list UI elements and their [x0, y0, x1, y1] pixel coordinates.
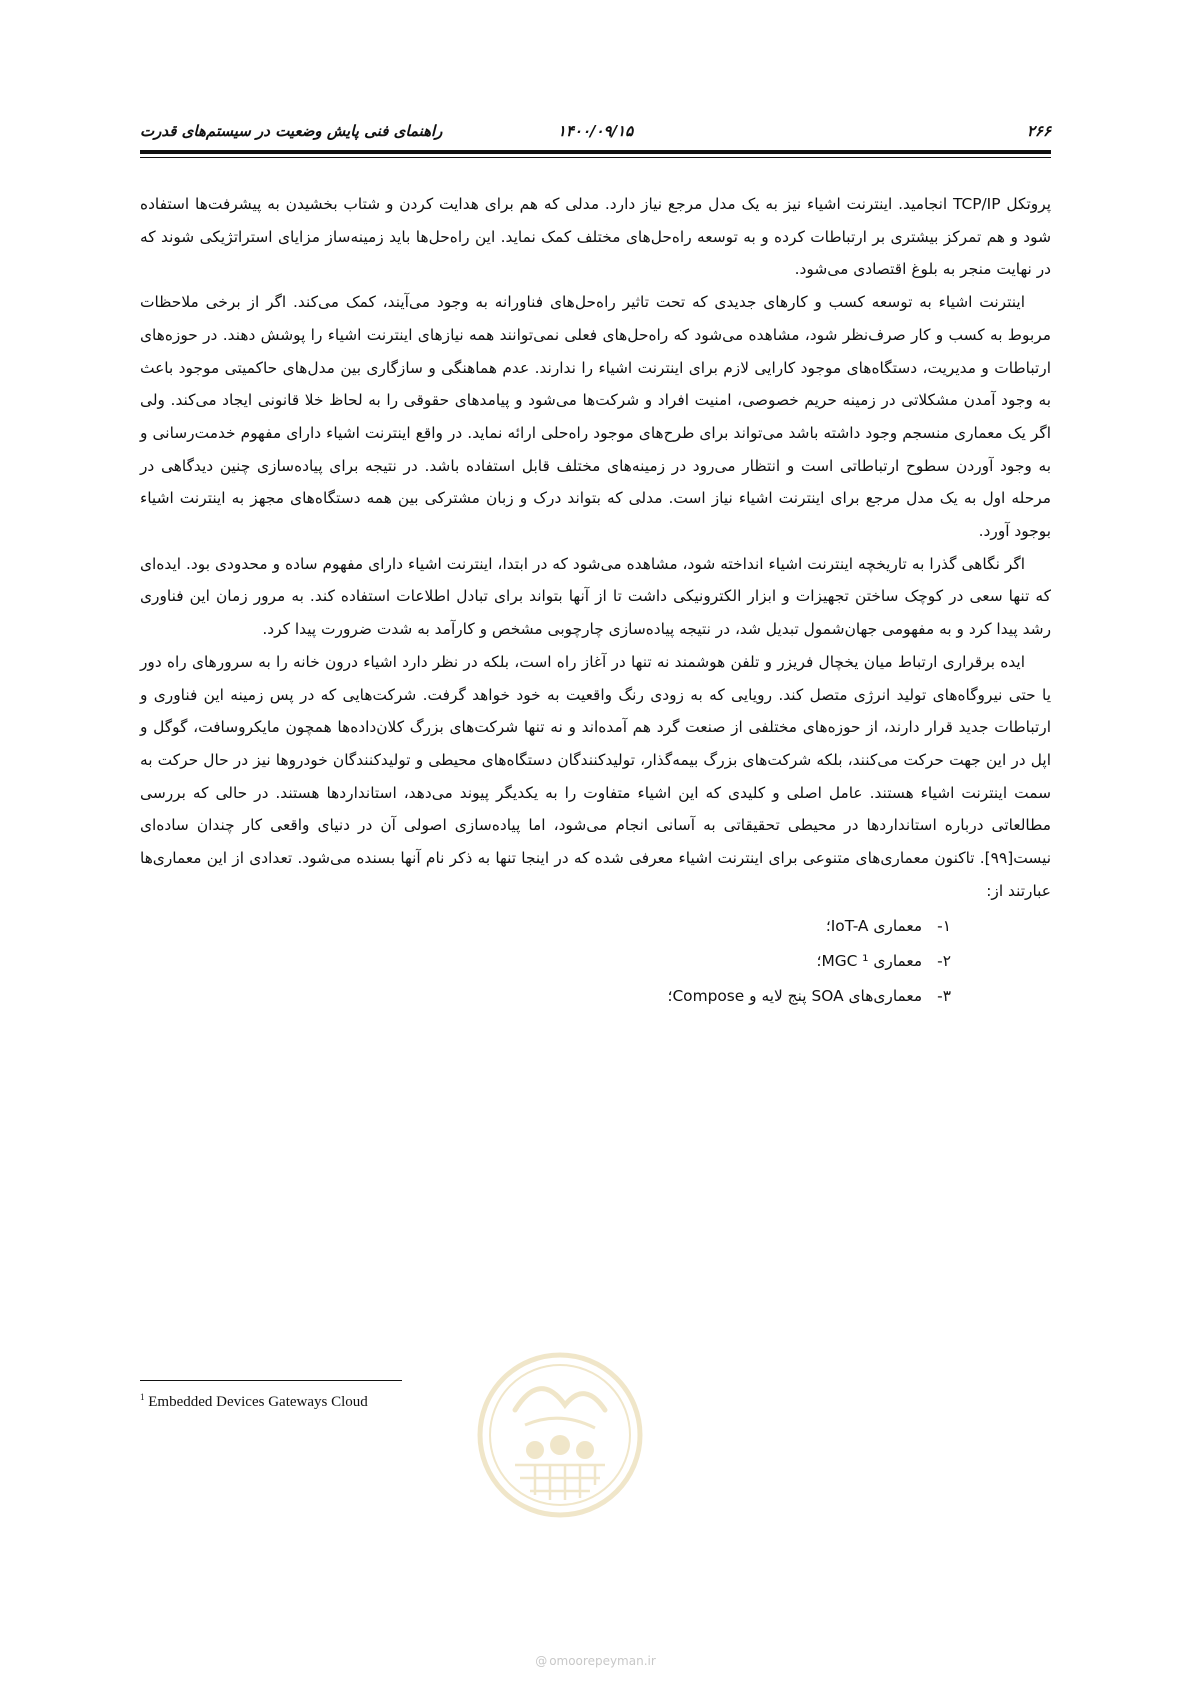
paragraph: پروتکل TCP/IP انجامید. اینترنت اشیاء نیز به یک مدل مرجع نیاز دارد. مدلی که هم برای هدایت کردن و شتاب بخشیدن به پیشرفت‌ها استفاده شود و هم تمرکز بیشتری بر ارتباطات کرده و به توسعه راه‌حل‌های مختلف کمک نماید. این راه‌حل‌ها باید زمینه‌ساز مزایای استراتژیکی شوند که در نهایت منجر به بلوغ اقتصادی می‌شود. — [140, 195, 1051, 279]
site-url: omoorepeyman.ir — [549, 1654, 656, 1668]
architecture-list — [140, 909, 1051, 1014]
list-text: معماری MGC ¹؛ — [816, 952, 923, 971]
at-icon: @ — [535, 1654, 548, 1668]
paragraph: ایده برقراری ارتباط میان یخچال فریزر و تلفن هوشمند نه تنها در آغاز راه است، بلکه در نظر دارد اشیاء درون خانه را به سرورهای راه دور یا حتی نیروگاه‌های تولید انرژی متصل کند. رویایی که به زودی رنگ واقعیت به خود خواهد گرفت. شرکت‌هایی که در پس زمینه این فناوری و ارتباطات جدید قرار دارند، از حوزه‌های مختلفی از صنعت گرد هم آمده‌اند و نه تنها شرکت‌های بزرگ کلان‌داده‌ها همچون مایکروسافت، گوگل و اپل در این جهت حرکت می‌کنند، بلکه شرکت‌های بزرگ بیمه‌گذار، تولیدکنندگان دستگاه‌های محیطی و تولیدکنندگان خودروها نیز در حال حرکت به سمت اینترنت اشیاء هستند. عامل اصلی و کلیدی که این اشیاء متفاوت را به یکدیگر پیوند می‌دهد، استانداردها هستند. در حالی که بررسی مطالعاتی درباره استانداردها در محیطی تحقیقاتی به آسانی انجام می‌شود، اما پیاده‌سازی اصولی آن در دنیای واقعی کار چندان ساده‌ای نیست[۹۹]. تاکنون معماری‌های متنوعی برای اینترنت اشیاء معرفی شده که در اینجا تنها به ذکر نام آنها بسنده می‌شود. تعدادی از این معماری‌ها عبارتند از: — [140, 652, 1051, 900]
footnote-marker: 1 — [140, 1392, 145, 1402]
footnote-rule — [140, 1380, 402, 1381]
list-number: ۱- — [937, 917, 951, 936]
footnote — [140, 1392, 368, 1411]
website-watermark — [0, 1654, 1191, 1668]
header-title: راهنمای فنی پایش وضعیت در سیستم‌های قدرت — [140, 122, 443, 140]
main-text — [140, 188, 1051, 1014]
list-item — [140, 909, 951, 944]
header-rule-thin — [140, 157, 1051, 158]
paragraph: اینترنت اشیاء به توسعه کسب و کارهای جدیدی که تحت تاثیر راه‌حل‌های فناورانه به وجود می‌آیند، کمک می‌کند. اگر از برخی ملاحظات مربوط به کسب و کار صرف‌نظر شود، مشاهده می‌شود که راه‌حل‌های فعلی نمی‌توانند همه نیازهای اینترنت اشیاء را پوشش دهند. در حوزه‌های ارتباطات و مدیریت، دستگاه‌های موجود کارایی لازم برای اینترنت اشیاء را ندارند. عدم هماهنگی و سازگاری بین مدل‌های حاکمیتی موجود باعث به وجود آمدن مشکلاتی در زمینه حریم خصوصی، امنیت افراد و شرکت‌ها می‌شود و پیامدهای حقوقی را به لحاظ خلا قانونی ایجاد می‌کند. ولی اگر یک معماری منسجم وجود داشته باشد می‌تواند برای طرح‌های موجود راه‌حلی ارائه نماید. در واقع اینترنت اشیاء دارای مفهوم خدمت‌رسانی و به وجود آوردن سطوح ارتباطاتی است و انتظار می‌رود در زمینه‌های مختلف قابل استفاده باشد. در نتیجه برای پیاده‌سازی چنین دیدگاهی در مرحله اول به یک مدل مرجع برای اینترنت اشیاء نیاز است. مدلی که بتواند درک و زبان مشترکی بین همه دستگاه‌های مجهز به اینترنت اشیاء بوجود آورد. — [140, 293, 1051, 541]
seal-logo-icon — [475, 1350, 645, 1520]
list-text: معماری‌های SOA پنج لایه و Compose؛ — [667, 987, 923, 1006]
list-number: ۲- — [937, 952, 951, 971]
list-item — [140, 944, 951, 979]
header-rule-thick — [140, 150, 1051, 154]
list-text: معماری IoT-A؛ — [825, 917, 923, 936]
page-number: ۲۶۶ — [1026, 122, 1051, 140]
header-date: ۱۴۰۰/۰۹/۱۵ — [557, 122, 634, 140]
footnote-text: Embedded Devices Gateways Cloud — [148, 1394, 368, 1410]
paragraph: اگر نگاهی گذرا به تاریخچه اینترنت اشیاء انداخته شود، مشاهده می‌شود که در ابتدا، اینترنت اشیاء دارای مفهوم ساده و محدودی بود. ایده‌ای که تنها سعی در کوچک ساختن تجهیزات و ابزار الکترونیکی داشت تا از آنها بتواند برای تبادل اطلاعات استفاده کند. به مرور زمان این فناوری رشد پیدا کرد و به مفهومی جهان‌شمول تبدیل شد، در نتیجه پیاده‌سازی چارچوبی مشخص و کارآمد به شدت ضرورت پیدا کرد. — [140, 554, 1051, 639]
list-item — [140, 979, 951, 1014]
list-number: ۳- — [937, 987, 951, 1006]
running-header — [140, 118, 1051, 146]
